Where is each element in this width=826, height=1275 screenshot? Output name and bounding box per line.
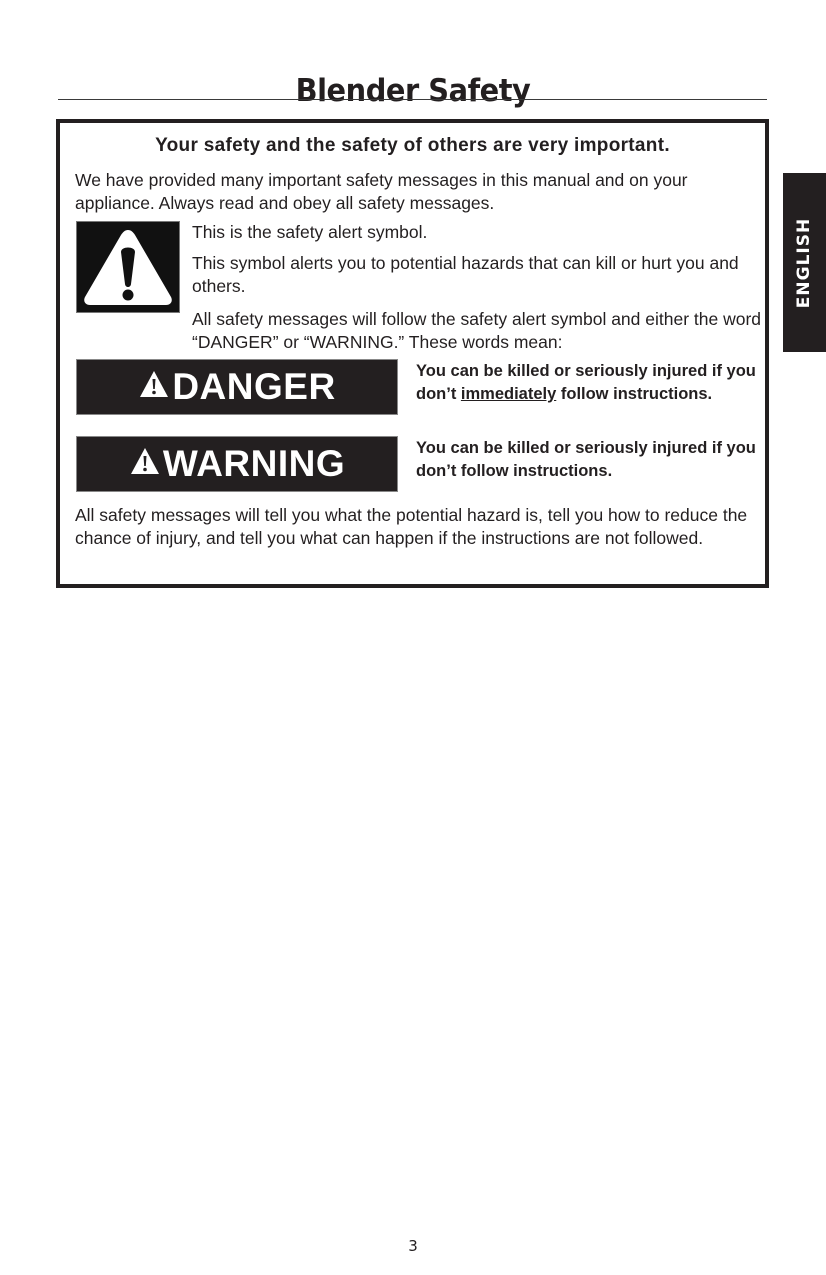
danger-alert-icon (138, 366, 170, 408)
safety-box (56, 119, 769, 588)
outro-paragraph: All safety messages will tell you what the potential hazard is, tell you how to reduce the chance of injury, and tell you what can happen if the instructions are not followed. (75, 505, 748, 548)
danger-label-text: DANGER (172, 366, 336, 407)
language-tab-label: ENGLISH (794, 217, 815, 308)
warning-description: You can be killed or seriously injured if you don’t follow instructions. (416, 439, 756, 480)
danger-label (77, 360, 397, 414)
safety-box-heading: Your safety and the safety of others are very important. (155, 135, 670, 156)
page-number: 3 (408, 1237, 418, 1255)
danger-desc-emphasis: immediately (460, 385, 557, 403)
danger-description (416, 360, 761, 406)
warning-label (77, 437, 397, 491)
alert-symbol-hazard-text: This symbol alerts you to potential hazards that can kill or hurt you and others. (192, 253, 739, 296)
danger-desc-text: You can be killed or seriously injured if you don’t (416, 362, 756, 403)
warning-alert-icon (129, 443, 161, 485)
title-divider (58, 99, 767, 100)
language-tab (783, 173, 826, 352)
page-title: Blender Safety (295, 72, 531, 109)
signal-words-intro: All safety messages will follow the safety alert symbol and either the word “DANGER” or “WARNING.” These words mean: (192, 309, 762, 352)
danger-desc-text-end: follow instructions. (556, 385, 713, 403)
safety-alert-symbol-icon (77, 222, 179, 312)
warning-label-text: WARNING (162, 443, 346, 484)
intro-paragraph: We have provided many important safety messages in this manual and on your appliance. Always read and obey all safety messages. (75, 170, 688, 213)
alert-symbol-description: This is the safety alert symbol. (192, 222, 428, 242)
